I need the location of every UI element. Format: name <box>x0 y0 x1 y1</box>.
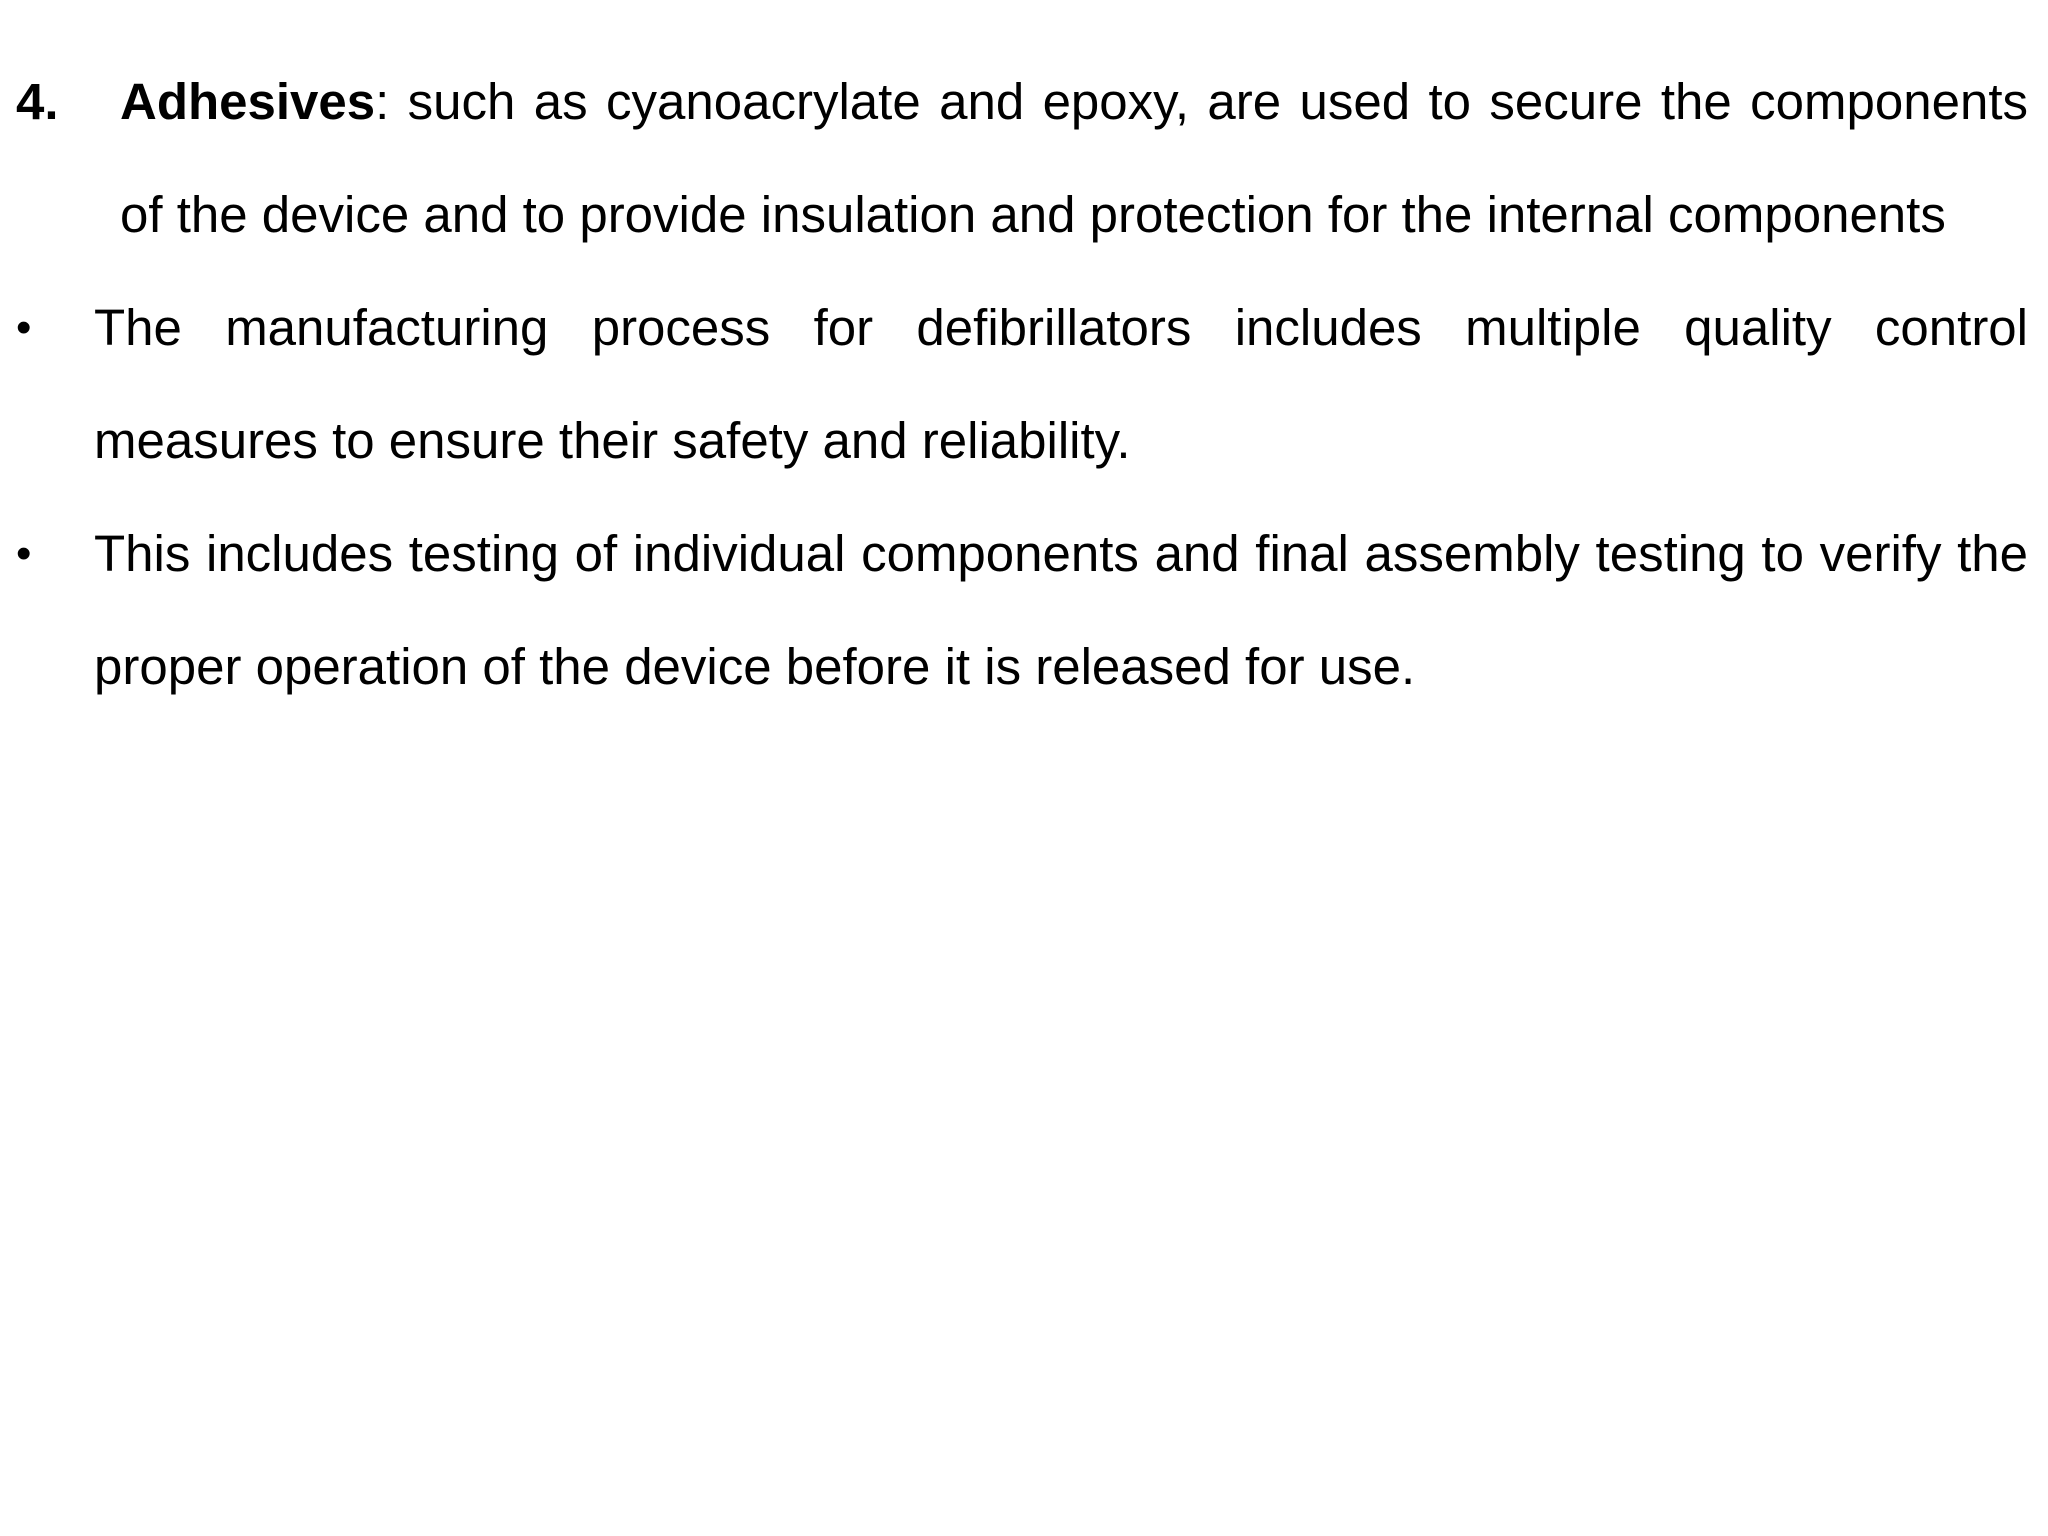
list-item-text: This includes testing of individual components and final assembly testing to verify the proper operation of the device before it is released for use. <box>94 525 2028 695</box>
list-item-text: The manufacturing process for defibrillators includes multiple quality control measures to ensure their safety and reliability. <box>94 299 2028 469</box>
bullet-list-item <box>16 497 2028 723</box>
list-item-text <box>120 45 2028 271</box>
bullet-list-item <box>16 271 2028 497</box>
numbered-list-item <box>16 45 2028 271</box>
bullet-icon: • <box>16 529 32 578</box>
slide-body <box>16 45 2028 723</box>
item-description: : such as cyanoacrylate and epoxy, are used to secure the components of the device and to provide insulation and protection for the internal components <box>120 73 2028 243</box>
list-number: 4. <box>16 73 59 130</box>
item-term: Adhesives <box>120 73 376 130</box>
bullet-icon: • <box>16 303 32 352</box>
